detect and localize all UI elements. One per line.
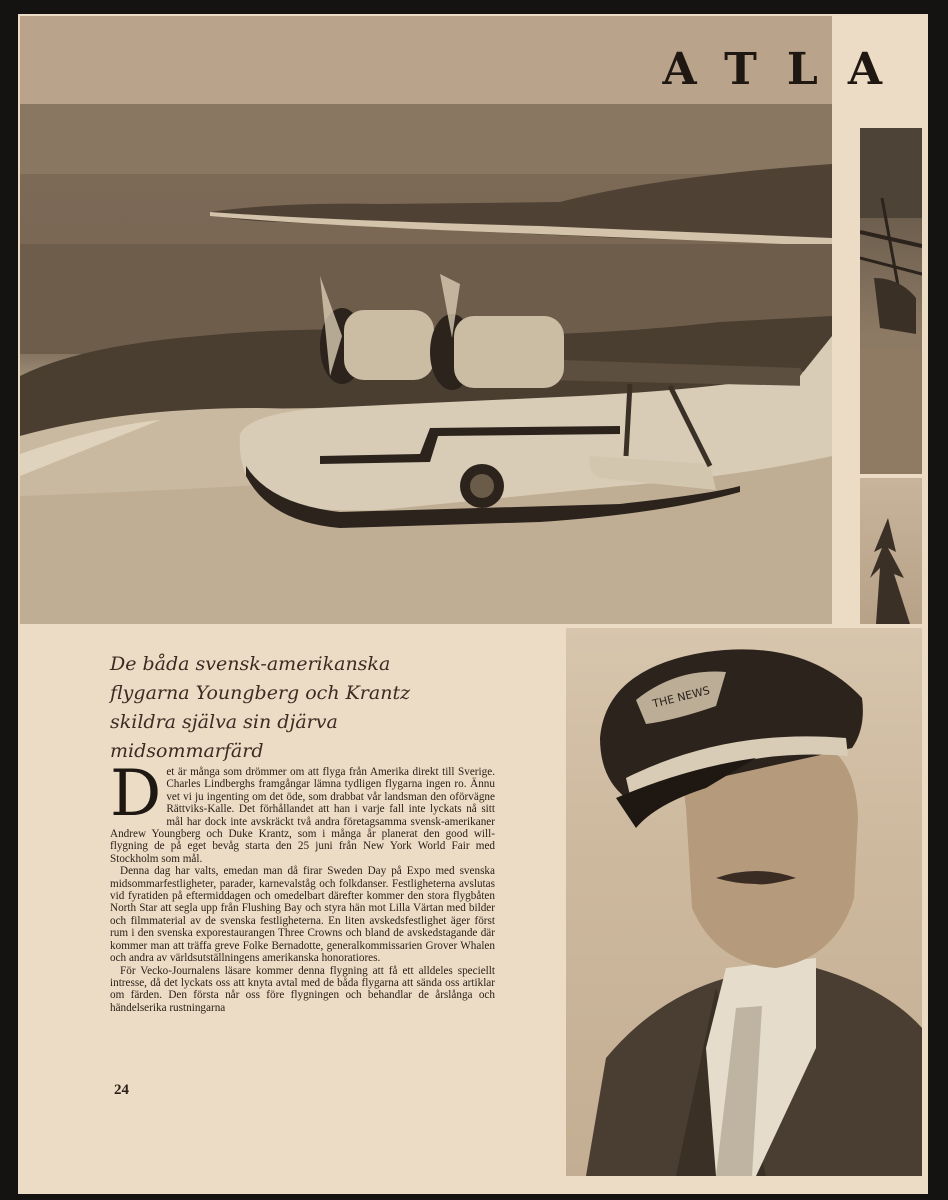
article-paragraph: Denna dag har valts, emedan man då firar Sweden Day på Expo med svenska midsommarfestligheter, parader, karnevalståg och folkdanser. Festligheterna avslutas vid fyratiden på eftermiddagen och omedelbart därefter kommer den stora flygbåten North Star att segla upp från Flushing Bay och styra hän mot Lilla Värtan med bilder och filmmaterial av de svenska festligheterna. En liten avskedsfestlighet äger först rum i den svenska exporestaurangen Three Crowns och bland de avskedstagande där kommer man att träffa greve Folke Bernadotte, generalkommissarien Grover Whalen och andra av världsutställningens amerikanska honoratiores.	[110, 865, 495, 965]
article-body	[110, 757, 495, 1014]
cap-badge-text: THE NEWS	[651, 683, 712, 711]
article-subtitle: De båda svensk-amerikanska flygarna Youngberg och Krantz skildra själva sin djärva midsommarfärd	[110, 653, 411, 762]
side-photo-tree	[860, 478, 922, 624]
magazine-page	[18, 14, 928, 1194]
article-paragraph: Det är många som drömmer om att flyga från Amerika direkt till Sverige. Charles Lindberghs framgångar lämna tydligen flygarna ingen ro. Ännu vet vi ju ingenting om det öde, som drabbat vår landsman den oförvägne Rättviks-Kalle. Det förhållandet att han i varje fall inte lyckats nå sitt mål har dock inte avskräckt två andra företagsamma svensk-amerikaner Andrew Youngberg och Duke Krantz, som i många år planerat den good will-flygning de på eget bevåg starta den 25 juni från New York World Fair med Stockholm som mål.	[110, 757, 495, 865]
page-number: 24	[114, 1082, 129, 1098]
side-photo-strip	[860, 128, 922, 624]
pilot-portrait-photo	[566, 628, 922, 1176]
seaplane-photo	[20, 16, 832, 624]
drop-cap: D	[110, 757, 162, 831]
headline-title: ATLA	[662, 44, 912, 95]
article-paragraph: För Vecko-Journalens läsare kommer denna flygning att få ett alldeles speciellt intresse, då det lyckats oss att knyta avtal med de båda flygarna att sända oss artiklar om färden. Den första når oss före flygningen och behandlar de årslånga och händelserika rustningarna	[110, 964, 495, 1014]
side-photo-airplane	[860, 128, 922, 474]
